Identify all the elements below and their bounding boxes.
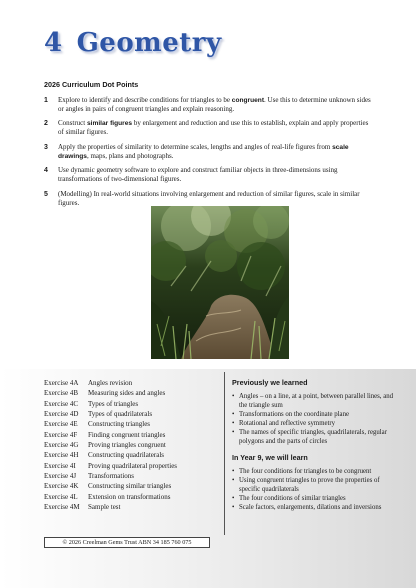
exercise-code: Exercise 4B [44,389,79,398]
exercise-code: Exercise 4A [44,379,79,387]
exercise-title: Extension on transformations [88,492,171,501]
exercise-row [44,388,219,398]
learn-item-text: Transformations on the coordinate plane [239,410,349,418]
dot-point-key-term: congruent [231,97,265,104]
dot-point-text [58,96,374,114]
learn-list-item [232,504,400,513]
chapter-title [44,28,222,58]
exercise-title: Types of quadrilaterals [88,410,153,419]
exercise-code: Exercise 4J [44,472,77,481]
dot-point-text-part: . Use this to determine unknown sides or angles in pairs of congruent triangles and explain reasoning. [58,96,371,113]
dot-point-text-part: Explore to identify and describe conditions for triangles to be [58,96,232,104]
exercise-title: Finding congruent triangles [88,430,166,439]
learn-item-text: The names of specific triangles, quadrilaterals, regular polygons and the parts of circles [239,428,387,445]
dot-point-text-part: Apply the properties of similarity to determine scales, lengths and angles of real-life figures from [58,142,333,151]
bullet-icon: • [232,393,235,400]
dot-point-item [44,96,374,114]
exercise-code: Exercise 4F [44,430,78,439]
learn-list-item [232,468,400,477]
exercise-row [44,450,219,460]
exercise-row [44,409,219,419]
exercise-code: Exercise 4G [44,441,79,450]
exercise-code: Exercise 4M [44,503,80,512]
curriculum-heading: 2026 Curriculum Dot Points [44,80,139,89]
exercise-row [44,461,219,471]
dot-point-number: 1 [44,97,48,104]
exercise-title: Constructing quadrilaterals [88,451,165,460]
chapter-number: 4 [44,28,63,58]
learn-item-text: Rotational and reflective symmetry [239,419,336,427]
creek-photo [151,206,289,359]
column-divider [224,372,225,535]
learn-item-text: The four conditions for triangles to be congruent [239,468,372,476]
learn-item-text: Using congruent triangles to prove the properties of specific quadrilaterals [239,477,380,494]
bullet-icon: • [232,468,235,476]
dot-point-text [58,190,374,208]
dot-point-text-part: (Modelling) In real-world situations involving enlargement and reduction of similar figures, scale in similar figures. [58,189,360,207]
year9-heading: In Year 9, we will learn [232,453,308,463]
dot-point-item [44,143,374,161]
exercise-row [44,419,219,429]
year9-list [232,468,400,513]
previously-list [232,393,400,446]
dot-point-text-part: , maps, plans and photographs. [86,151,174,160]
learn-item-text: Angles – on a line, at a point, between parallel lines, and the triangle sum [239,393,394,409]
dot-point-text-part: Construct [58,119,87,128]
exercise-row [44,502,219,512]
dot-point-text [58,166,374,184]
exercise-title: Constructing triangles [88,420,151,429]
exercise-code: Exercise 4E [44,420,78,429]
learn-list-item [232,411,400,420]
bullet-icon: • [232,477,235,485]
dot-point-text-part: Use dynamic geometry software to explore and construct familiar objects in three-dimensions using transformations of two-dimensional figures. [58,166,338,184]
learn-list-item [232,393,400,411]
learn-list-item [232,477,400,495]
dot-point-item [44,190,374,208]
exercise-row [44,378,219,388]
dot-point-item [44,166,374,184]
dot-point-number: 3 [44,143,48,151]
learning-column [232,378,400,513]
chapter-name: Geometry [76,28,222,58]
dot-point-key-term: similar figures [86,120,133,128]
learn-list-item [232,429,400,447]
exercise-code: Exercise 4L [44,492,78,501]
exercise-row [44,481,219,491]
exercise-title: Types of triangles [88,399,139,408]
previously-heading: Previously we learned [232,378,308,387]
exercise-title: Proving quadrilateral properties [88,461,178,470]
exercise-code: Exercise 4I [44,461,76,470]
exercise-title: Angles revision [88,379,133,387]
learn-list-item [232,420,400,429]
creek-photo-image [151,206,289,359]
learn-list-item [232,495,400,504]
exercise-code: Exercise 4K [44,482,79,491]
exercise-row [44,399,219,409]
dot-point-text-part: by enlargement and reduction and use this to establish, explain and apply properties of similar figures. [58,119,369,137]
bullet-icon: • [232,410,235,418]
exercise-title: Transformations [88,472,135,481]
bullet-icon: • [232,428,235,436]
exercise-row [44,471,219,481]
exercise-title: Proving triangles congruent [88,441,166,450]
exercise-row [44,430,219,440]
exercise-code: Exercise 4H [44,451,79,460]
learn-item-text: The four conditions of similar triangles [239,495,346,503]
copyright-notice: © 2026 Creelman Gems Trust ABN 34 185 760 075 [44,537,210,548]
exercise-code: Exercise 4C [44,399,79,408]
exercise-code: Exercise 4D [44,410,79,419]
dot-point-number: 4 [44,167,48,175]
spacer [232,446,400,453]
curriculum-dot-points [44,96,374,213]
bullet-icon: • [232,495,235,503]
dot-point-number: 2 [44,120,48,128]
exercise-title: Measuring sides and angles [88,389,166,398]
learn-item-text: Scale factors, enlargements, dilations and inversions [239,504,382,512]
dot-point-number: 5 [44,190,48,198]
exercise-title: Sample test [88,503,121,512]
exercise-row [44,492,219,502]
exercise-title: Constructing similar triangles [88,482,172,491]
dot-point-item [44,119,374,137]
exercise-row [44,440,219,450]
dot-point-text [58,119,374,137]
dot-point-text [58,143,374,161]
bullet-icon: • [232,419,235,427]
exercise-list [44,378,219,512]
dot-point-key-term: scale drawings [58,143,349,160]
bullet-icon: • [232,504,235,512]
